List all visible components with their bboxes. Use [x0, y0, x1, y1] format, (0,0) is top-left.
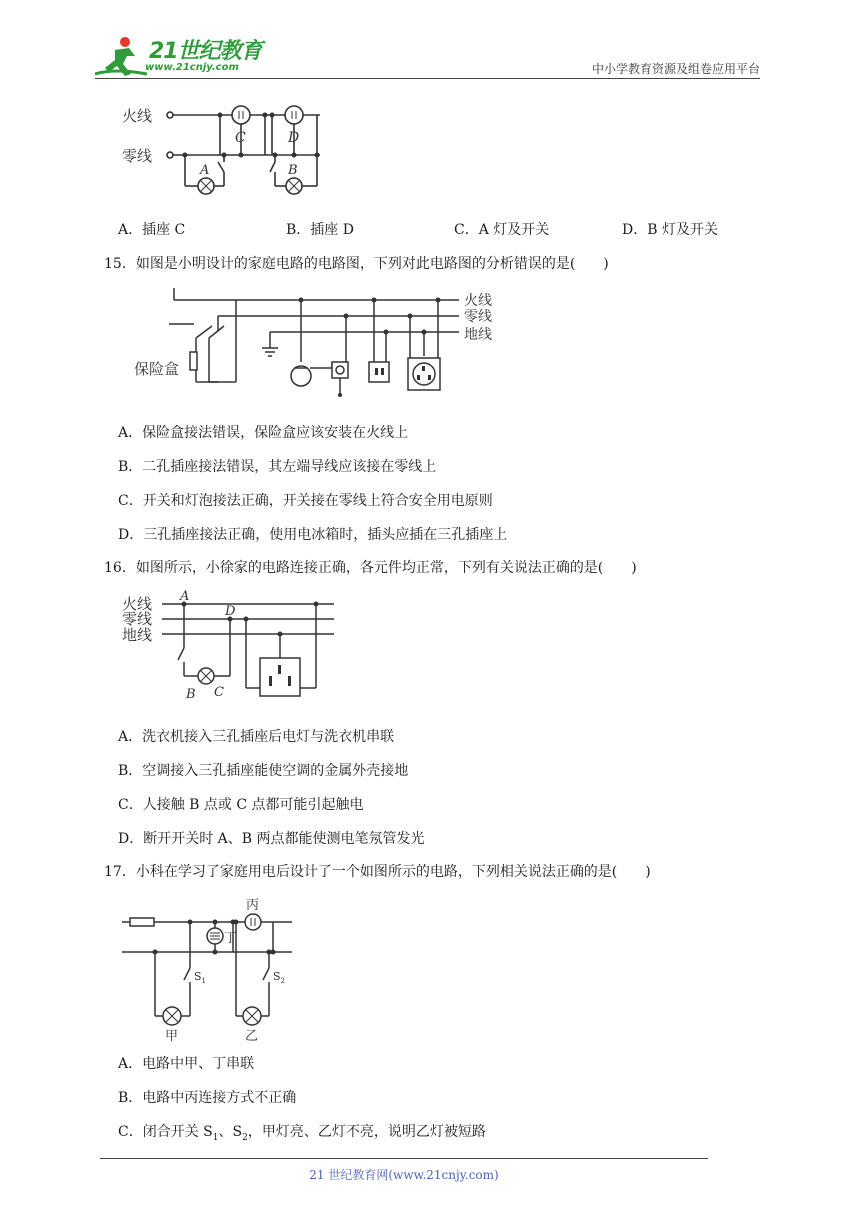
q14-label-d: D: [288, 130, 300, 146]
footer-divider: [100, 1158, 708, 1159]
q17-circuit-figure: [120, 892, 300, 1044]
footer-text: 21 世纪教育网(www.21cnjy.com): [309, 1168, 499, 1182]
q16-option-b: B．空调接入三孔插座能使空调的金属外壳接地: [118, 763, 409, 779]
q17-label-s1: $S_1$: [194, 970, 207, 985]
q16-live-label: 火线: [122, 595, 153, 613]
q16-label-c: C: [214, 685, 224, 700]
q14-label-a: A: [200, 163, 210, 178]
q15-live-label: 火线: [464, 293, 492, 309]
q15-circuit-figure: [134, 286, 514, 406]
logo-text: 21世纪教育: [149, 39, 262, 64]
q15-neutral-label: 零线: [464, 309, 492, 325]
q16-neutral-label: 零线: [122, 610, 153, 628]
runner-logo-icon: [95, 34, 151, 78]
page-header: [95, 32, 760, 80]
q14-option-d: D．B 灯及开关: [622, 222, 718, 238]
q14-option-c: C．A 灯及开关: [454, 222, 550, 238]
q16-label-b: B: [186, 687, 196, 702]
header-platform-text: 中小学教育资源及组卷应用平台: [591, 62, 760, 76]
header-divider: [95, 78, 760, 79]
q17-stem: 17．小科在学习了家庭用电后设计了一个如图所示的电路，下列相关说法正确的是( ): [104, 864, 651, 880]
site-logo: [95, 34, 265, 78]
q17-label-jia: 甲: [165, 1029, 179, 1044]
q17-option-c: C．闭合开关 $S_1$、$S_2$，甲灯亮、乙灯不亮，说明乙灯被短路: [118, 1124, 486, 1143]
logo-url: www.21cnjy.com: [145, 62, 239, 73]
q14-label-c: C: [235, 130, 246, 146]
q17-label-ding: 丁: [224, 931, 238, 946]
q15-option-b: B．二孔插座接法错误，其左端导线应该接在零线上: [118, 459, 437, 475]
q15-ground-label: 地线: [464, 327, 492, 343]
q17-label-bing: 丙: [246, 898, 260, 913]
q14-label-b: B: [288, 163, 298, 178]
q16-option-d: D．断开开关时 A、B 两点都能使测电笔氖管发光: [118, 831, 425, 847]
q15-fuse-label: 保险盒: [134, 360, 180, 378]
q15-option-c: C．开关和灯泡接法正确，开关接在零线上符合安全用电原则: [118, 493, 493, 509]
q16-option-a: A．洗衣机接入三孔插座后电灯与洗衣机串联: [118, 729, 395, 745]
q15-option-d: D．三孔插座接法正确，使用电冰箱时，插头应插在三孔插座上: [118, 527, 508, 543]
q17-option-b: B．电路中丙连接方式不正确: [118, 1090, 297, 1106]
q14-live-label: 火线: [122, 107, 153, 125]
q16-stem: 16．如图所示，小徐家的电路连接正确，各元件均正常，下列有关说法正确的是( ): [104, 560, 637, 576]
q15-option-a: A．保险盒接法错误，保险盒应该安装在火线上: [118, 425, 409, 441]
q14-circuit-figure: [120, 100, 330, 200]
q17-option-a: A．电路中甲、丁串联: [118, 1056, 255, 1072]
q16-option-c: C．人接触 B 点或 C 点都可能引起触电: [118, 797, 364, 813]
q14-neutral-label: 零线: [122, 147, 153, 165]
q16-circuit-figure: [122, 588, 342, 706]
q16-label-a: A: [180, 589, 190, 604]
q17-label-s2: $S_2$: [273, 970, 286, 985]
q15-stem: 15．如图是小明设计的家庭电路的电路图，下列对此电路图的分析错误的是( ): [104, 256, 609, 272]
q14-option-b: B．插座 D: [286, 222, 354, 238]
q17-label-yi: 乙: [245, 1029, 259, 1044]
q14-option-a: A．插座 C: [118, 222, 186, 238]
q16-ground-label: 地线: [122, 626, 153, 644]
q16-label-d: D: [225, 604, 236, 619]
